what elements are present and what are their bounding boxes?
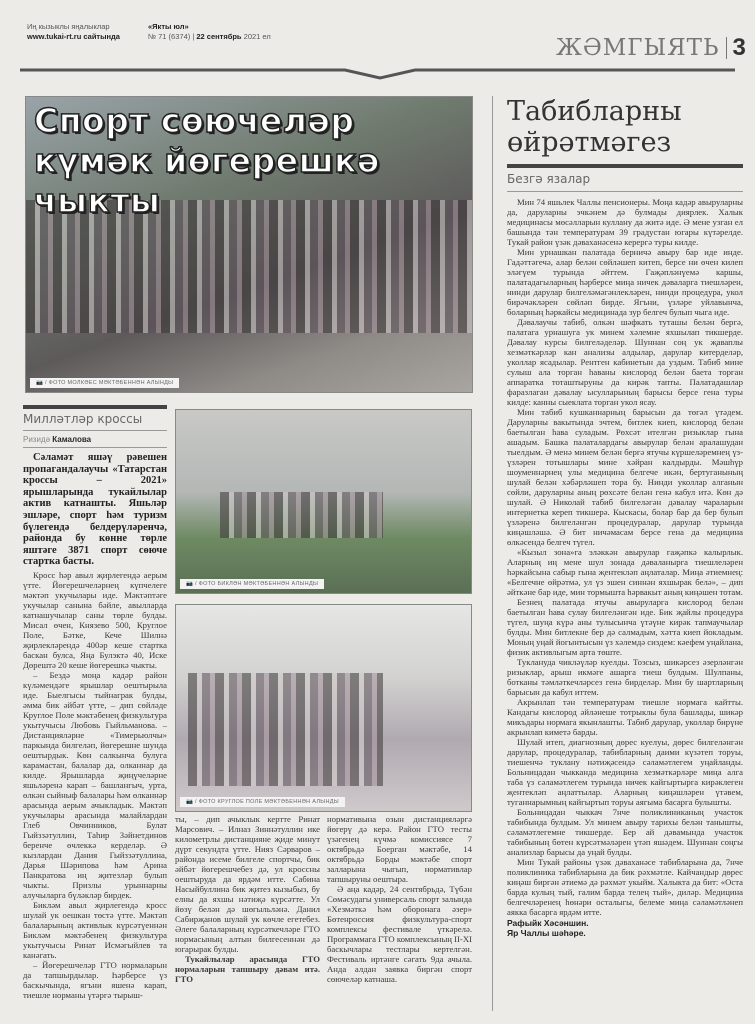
main-photo [25, 96, 473, 393]
rule [507, 164, 743, 168]
header-rule [20, 66, 735, 82]
article-headline: Спорт сөючеләр күмәк йөгерешкә чыкты [34, 101, 380, 220]
doctors-article-text: Мин 74 яшьлек Чаллы пенсионеры. Моңа кадәр авыруларны да, даруларны эчкәнем дә булмады диярлек. Халык медицинасы мөсәлларын куллану да житә иде. Ә мене узган ел башында тән температурам 39 градустан югары күтәрелде. Тукай район үзәк дәваханәсенә керергә туры килде. Мин урнашкан палатада берничә авыру бар иде инде. Гадәттәгечә, алар белән сөйләшеп китеп, берсе ни өчен килеп эләгүем турында әйттем. Гаҗәпләнүемә каршы, палатадагыларның һәрберсе миңа ничек дәваларга тиешләрен, нинди дарулар билгеләмәгәнлекләрен, нинди процедура, укол бирәчәкләрен сөйләп бирде. Ягъни, үзләре уйлавынча, боларның һәркайсы медицинада зур белгеч булып чыга иде. Дәвалаучы табиб, олкән шәфкать туташы белән бергә, палатага урнашуга ук минем хәлемне яхшылап тикшерде. Дәвалау курсы билгеләделәр. Шуннан соң ук җаваплы хезмәткәрләр кан анализы алдылар, дарулар китерделәр, уколлар ясадылар. Рентген кабинетын да уздым. Табиб мине сулыш ала торган һаваны кислород белән баета торган аппаратка тоташтыруны да кирәк тапты. Палатадашлар фаразлаган дәвалау ысулларының барысы берсе гена туры килде: канны сыеклата торган укол ясау. Мин табиб кушканнарның барысын да төгәл үтәдем. Даруларны вакытында эчтем, битлек киеп, кислород белән баетылган һава суладым. Рөхсәт ителгән ризыклар гына ашадым. Башка палаталардагы авырулар белән аралашудан тыелдым. Ә менә минем белән бергә ятучы күршеләремнең үз-үзләрен тотышлары мине хәйран калдырды. Мәшһүр шоуменнәрнең улы медицина белгече икән, бертуганының шулай белән хәбәрләшеп тора бу. Нинди уколлар алганын сөйли, даруларны аның рөхсәте белән генә кабул итә. Көн дә шулай. Ә Николай табиб билгеләгән дәвалау чараларын интернетка кереп тикшерә. Кыскасы, болар бар да бер булып үзләренә билгеләнгән процедуралар, дарулар турында киңәшләшә. Ә бит ничәмасам берсе гена да медицина өлкәсендә белгеч түгел. «Кызыл зона»га эләккән авырулар гаҗәпкә калырлык. Аларның иң мене шул зонада дәваланырга тиешлеләрен һәркайсына сабыр гына җентекләп аңлаталар. Миңа әтиемнең: «Белгечне өйрәтмә, ул үз эшен синнән яхшырак белә», – дип әйткәне бар иде, мин тормышта һәрвакыт аның киңәшен тотам. Безнең палатада ятучы авыруларга кислород белән баетылган һава сулау билгеләнгән иде. Бик җайлы процедура түгел, шуңа күрә аны тулысынча үтәүне кирәк тапмаучылар булды. Мин битлекне бер дә салмадым, хәтта киеп йокладым. Моның уңай йогынтысын үз хәлемдә сиздем: кәефем уңайлана, физик активлыгым арта төште. Туклануда чикләүләр куелды. Тозсыз, шикәрсез әзерләнгән ризыклар, арыш икмәге ашарга тиеш булдым. Шулпаны, ботканы тәмләткечләрсез генә бирделәр. Мин бу шартларның барысын да кабул иттем. Акрынлап тән температурам тиешле нормага кайтты. Кандагы кислород әйләнеше тотрыклы була башлады, шикәр микъдары нормага якынлашты. Табиб дарулар, уколлар бирүне акрынлап киметә барды. Шулай итеп, диагнозның дөрес куелуы, дөрес билгеләнгән дарулар, процедуралар, табибларның даими күзәтеп торуы, тиешенчә туклану нәтиҗәсендә сәламәтлегем уңайланды. Больницадан чыкканда медицина хезмәткәрләре миңа алга таба үз сәламәтлегем турында ничек кайгыртырга кирәклеген җентекләп аңлаттылар. Аларның киңәшләрен үтәвем, туганнарымның кайгыртып торуы аягыма басарга булышты. Больницадан чыккач 7нче поликлиниканың участок табибында булдым. Ул минем авыру тарихы белән танышты, сәламәтлегемне тикшерде. Бер ай дәвамында участок табибының бөтен күрсәтмәләрен үтәп яшәдем. Шуннан соңгы анализлар барысы да уңай булды. Мин Тукай районы үзәк дәваханәсе табибларына да, 7нче поликлиника табибларына да бик рәхмәтле. Кайчандыр дөрес киңәш биргән әтиемә дә рәхмәт укыйм. Халыкта да бит: «Оста барда кулың тый, галим барда телең тый», диләр. Медицина белгечләренең һөнәри осталыгы, белеме миңа сәламәтләнеп аякка басарга ярдәм итте. [507, 197, 744, 917]
photo-krugloe-pole [175, 604, 472, 812]
paper-name: «Якты юл» [148, 22, 189, 31]
column-divider [492, 96, 493, 1011]
issue-info: «Якты юл» № 71 (6374) | 22 сентябрь 2021 ел [148, 22, 271, 41]
site-promo [27, 22, 120, 42]
issue-date: 22 сентябрь [196, 32, 242, 41]
article-signature: Рафыйк Хәсәншин. Яр Чаллы шәһәре. [507, 918, 589, 938]
sport-article-column [23, 405, 167, 1000]
rule [23, 430, 167, 431]
camera-icon: 📷 [36, 380, 44, 386]
photo-caption: 📷 / ФОТО БИКЛӘН МӘКТӘБЕННӘН АЛЫНДЫ [180, 579, 324, 589]
author-byline: Ризидә Камалова [23, 435, 92, 444]
text-column-3: нормативына озын дистанцияләргә йөгерү дә керә. Район ГТО тесты үзәгенең күчмә комиссиясе 7 октябрьдә Боерган мәктәбе, 14 октябрьдә Борды мәктәбе спорт залларына чыгып, нормативлар тапшыруны оештыра. Ә аңа кадәр, 24 сентябрьдә, Түбән Сөмәсудагы универсаль спорт залында «Хезмәткә һәм оборонага әзер» Бөтенроссия физкультура-спорт комплексы фестивале үткәрелә. Программага ГТО комплексының II-XI баскычлары тестлары кертелгән. Фестиваль иртәнге сәгать 9да ачыла. Анда алдан заявка биргән спорт сөючеләр катнаша. [327, 814, 472, 984]
article-kicker: Безгә язалар [507, 172, 591, 186]
rule [23, 447, 167, 448]
site-promo-line1: Иң кызыклы яңалыклар [27, 22, 110, 31]
rule [507, 191, 743, 192]
section-name: ЖӘМГЫЯТЬ [556, 35, 720, 61]
divider [726, 37, 727, 59]
rule [23, 405, 167, 409]
site-url[interactable]: www.tukai-rt.ru сайтында [27, 32, 120, 41]
text-column-2: ты, – дип ачыклык кертте Ринат Марсович. – Илназ Зиннәтуллин ике километрлы дистанцияне җиде минут дүрт секундта үтте. Нияз Сәрваров – районда исеме билгеле спортчы, бик әйбәт йөгерешчебез дә, ул кроссны оештыруда да ярдәм итте. Сабина Насыйбуллина бик җитез кызыбыз, бу елны да яхшы нәтиҗә күрсәтте. Ул йөзү белән дә шөгыльләнә. Данил Сабирҗанов шулай ук көчле егетебез. Әлеге балаларның күрсәткечләре ГТО нормасының алтын билгесеннән дә югарырак булды. Тукайлылар арасында ГТО нормаларын тапшыру дәвам итә. ГТО [175, 814, 320, 984]
photo-biklan [175, 409, 472, 594]
article-title: Табибларны өйрәтмәгез [507, 96, 682, 158]
issue-number: № 71 (6374) [148, 32, 191, 41]
camera-icon: 📷 [186, 799, 194, 805]
article-lead: Сәламәт яшәү рәвешен пропагандалаучы «Татарстан кроссы – 2021» ярышларында тукайлылар актив катнашты. Яшьләр эшләре, спорт һәм туризм бүлегендә белдерүләренчә, районда бу көнне төрле яштәге 3871 спорт сөюче стартка басты. [23, 452, 167, 568]
doctors-article [507, 96, 743, 938]
issue-year: 2021 ел [243, 32, 271, 41]
article-kicker: Милләтләр кроссы [23, 412, 143, 426]
photo-caption: 📷 / ФОТО МОЛКӘЕС МӘКТӘБЕННӘН АЛЫНДЫ [30, 378, 179, 388]
page-number: 3 [732, 34, 746, 61]
camera-icon: 📷 [186, 581, 194, 587]
page-section-header [556, 34, 746, 62]
text-column-1: Кросс һәр авыл җирлегендә аерым үтте. Йөгерешчеләрнең күпчелеге мәктәп укучылары иде. Мәктәптәге укучылар санына бәйле, авылларда катнашучылар саны төрле булды. Мисал өчен, Князево 500, Круглое Поле, Бәтке, Кече Шилнә җирлекләрендә 400әр кеше стартка баскан булса, Яңа Булэктә 40, Иске Дөрештә 20 кеше йөгерешкә чыкты. – Бездә моңа кадәр район күләмендәге ярышлар оештырыла иде. Быелгысы тыйнаграк булды, әмма бик әйбәт үтте, – дип сөйләде Круглое Поле мәктәбенең физкультура укытучысы Любовь Гыйльманова. – Дистанцияләрне «Тимерьюлчы» паркында билгеләп, йөгерешне шунда оештырдык. Көн салкынча булуга карамастан, балалар да, олканнар да килде. Ярышларда җиңүчеләрне яшьләренә карап – башлангыч, урта, өлкән сыйныф балалары һәм өлканнәр арасында аерым ачыкладык. Мәктәп укучылары арасында малайлардан Глеб Овчинников, Булат Гыйззәтуллин, Таһир Зәйнетдинов беренче өчлеккә керделәр. Ә кызлардан Дания Гыйззәтуллина, Дарья Шәрипова һәм Арина Панкратова иң җитезләр булып чыкты. Призлы урыннарны алучыларга бүләкләр бирдек. Бикләм авыл җирлегендә кросс шулай ук оешкан төстә үтте. Мәктәп балаларының активлык күрсәтүеннән Бикләм мәктәбенең физкультура укытучысы Ринат Исмәгыйлев та канәгать. – Йөгерешчеләр ГТО нормаларын да тапшырдылар. Һәрберсе үз баскычында, ягъни яшенә карап, тиешле норманы үтәргә тырыш- [23, 569, 167, 1000]
photo-caption: 📷 / ФОТО КРУГЛОЕ ПОЛЕ МӘКТӘБЕННӘН АЛЫНДЫ [180, 797, 345, 807]
